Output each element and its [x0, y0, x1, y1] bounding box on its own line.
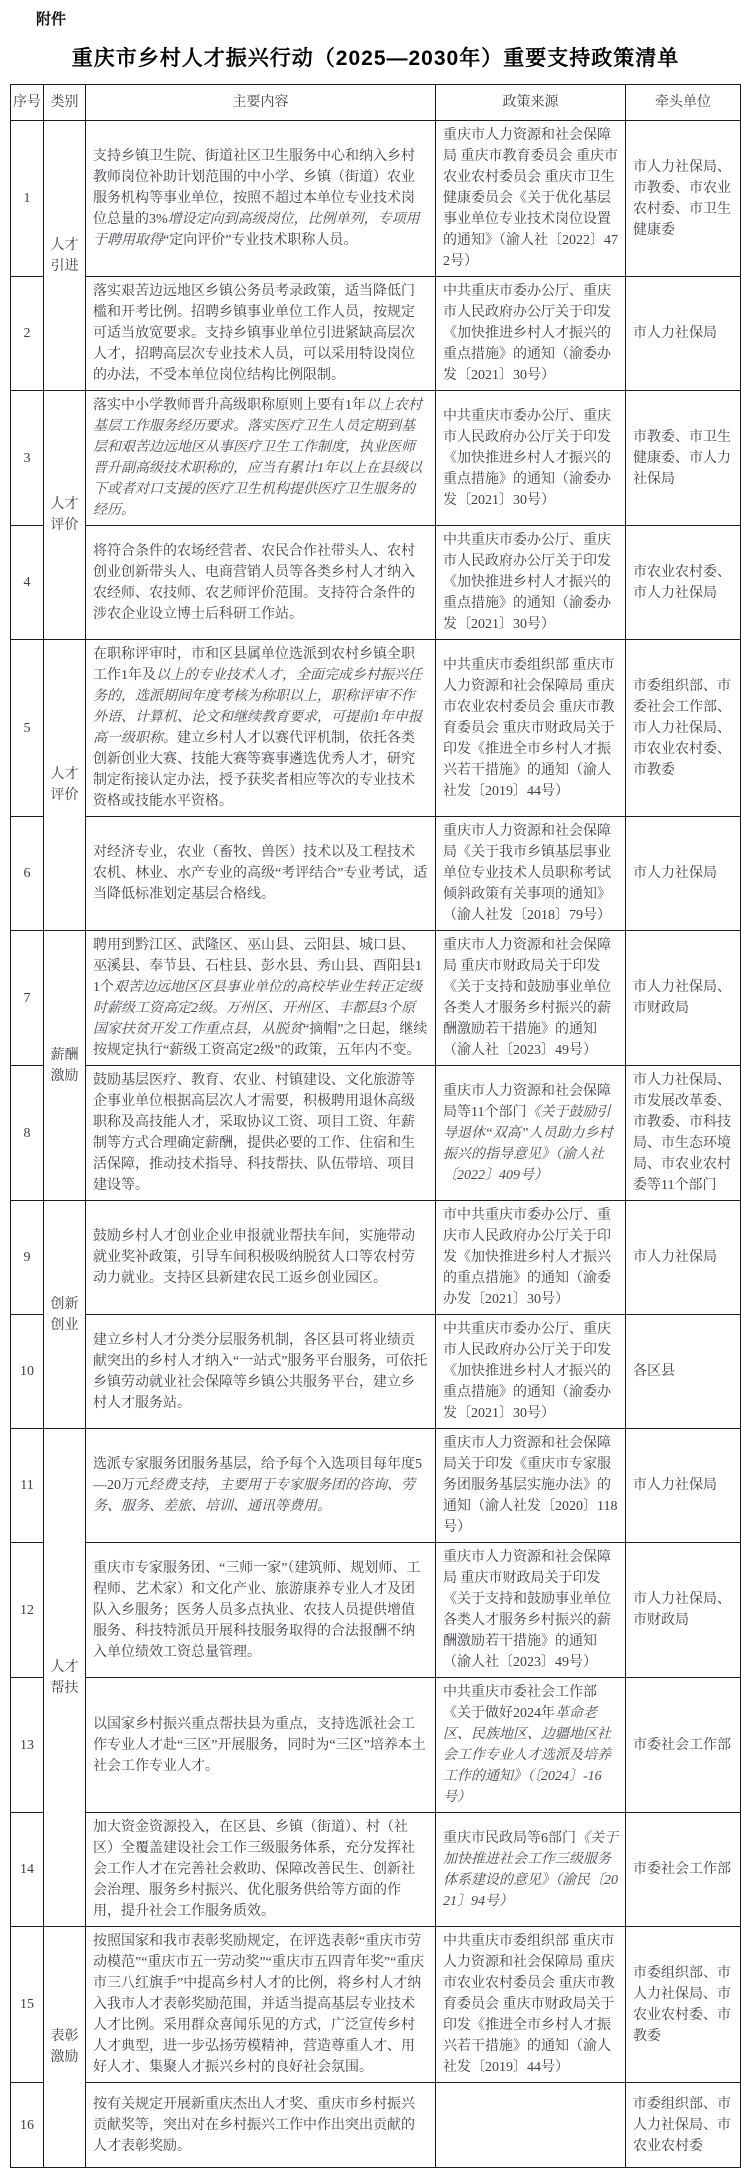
lead-unit-cell: 市人力社保局、市教委、市农业农村委、市卫生健康委 — [626, 121, 741, 277]
body-text: 鼓励基层医疗、教育、农业、村镇建设、文化旅游等企事业单位根据高层次人才需要，积极聘用退休高级职称及高技能人才，采取协议工资、项目工资、年薪制等方式合理确定薪酬，提供必要的工作、住宿和生活保障，推动技术指导、科技帮扶、队伍带培、项目建设等。 — [93, 1073, 415, 1194]
body-text: 中共重庆市委社会工作部《关于做好2024年 — [443, 1685, 597, 1722]
row-number: 12 — [11, 1543, 44, 1678]
lead-unit-cell: 市人力社保局、市财政局 — [626, 931, 741, 1066]
category-cell: 创新创业 — [44, 1201, 86, 1429]
column-header: 主要内容 — [86, 85, 436, 121]
body-text: 重庆市人力资源和社会保障局 重庆市教育委员会 重庆市农业农村委员会 重庆市卫生健康委员会《关于优化基层事业单位专业技术岗位设置的通知》（渝人社〔2022〕472号） — [443, 128, 618, 270]
main-content-cell — [86, 526, 436, 640]
table-row — [11, 2083, 741, 2168]
row-number: 16 — [11, 2083, 44, 2168]
policy-source-cell — [436, 1315, 626, 1429]
policy-source-cell — [436, 640, 626, 817]
table-row — [11, 931, 741, 1066]
table-row — [11, 1066, 741, 1201]
table-row — [11, 391, 741, 526]
body-text: 加大资金资源投入，在区县、乡镇（街道）、村（社区）全覆盖建设社会工作三级服务体系，充分发挥社会工作人才在完善社会救助、保障改善民生、创新社会治理、服务乡村振兴、优化服务供给等方面的作用，提升社会工作服务质效。 — [93, 1820, 415, 1920]
row-number: 1 — [11, 121, 44, 277]
lead-unit-cell: 市人力社保局 — [626, 277, 741, 391]
lead-unit-cell: 市教委、市卫生健康委、市人力社保局 — [626, 391, 741, 526]
body-text: 按有关规定开展新重庆杰出人才奖、重庆市乡村振兴贡献奖等，突出对在乡村振兴工作中作出突出贡献的人才表彰奖励。 — [93, 2096, 415, 2154]
category-cell: 人才评价 — [44, 391, 86, 640]
body-text: 中共重庆市委办公厅、重庆市人民政府办公厅关于印发《加快推进乡村人才振兴的重点措施》的通知（渝委办发〔2021〕30号） — [443, 1322, 611, 1422]
main-content-cell — [86, 931, 436, 1066]
policy-source-cell — [436, 1813, 626, 1927]
policy-source-cell — [436, 1678, 626, 1813]
main-content-cell — [86, 1813, 436, 1927]
body-text: 选派专家服务团服务基层，给予每个入选项目每年度5—20万元 — [93, 1457, 422, 1494]
lead-unit-cell: 市委组织部、市人力社保局、市农业农村委、市教委 — [626, 1927, 741, 2083]
table-row — [11, 817, 741, 931]
main-content-cell — [86, 640, 436, 817]
body-text: 重庆市人力资源和社会保障局《关于我市乡镇基层事业单位专业技术人员职称考试倾斜政策有关事项的通知》（渝人社发〔2018〕79号） — [443, 824, 611, 924]
lead-unit-cell: 市人力社保局 — [626, 1429, 741, 1543]
body-text: 中共重庆市委组织部 重庆市人力资源和社会保障局 重庆市农业农村委员会 重庆市教育委员会 重庆市财政局关于印发《推进全市乡村人才振兴若干措施》的通知（渝人社发〔2019〕44号） — [443, 657, 615, 799]
table-row — [11, 277, 741, 391]
body-text: 落实中小学教师晋升高级职称原则上要有1年 — [93, 398, 366, 414]
table-row — [11, 1678, 741, 1813]
body-text: 按照国家和我市表彰奖励规定，在评选表彰“重庆市劳动模范”“重庆市五一劳动奖”“重庆市五四青年奖”“重庆市三八红旗手”中提高乡村人才的比例，将乡村人才纳入我市人才表彰奖励范围，并适当提高基层专业技术人才比例。采用群众喜闻乐见的方式，广泛宣传乡村人才典型，进一步弘扬劳模精神，营造尊重人才、用好人才、集聚人才振兴乡村的良好社会氛围。 — [93, 1934, 425, 2076]
row-number: 6 — [11, 817, 44, 931]
emphasis-text: 以上农村基层工作服务经历要求。落实医疗卫生人员定期到基层和艰苦边远地区从事医疗卫生工作制度，执业医师晋升副高级技术职称的，应当有累计1年以上在县级以下或者对口支援的医疗卫生机构提供医疗卫生服务的经历。 — [93, 398, 422, 519]
lead-unit-cell: 市农业农村委、市人力社保局 — [626, 526, 741, 640]
table-row — [11, 1813, 741, 1927]
main-content-cell — [86, 121, 436, 277]
policy-source-cell — [436, 391, 626, 526]
policy-table-body — [11, 121, 741, 2168]
body-text: 建立乡村人才以赛代评机制，依托各类创新创业大赛、技能大赛等赛事遴选优秀人才，研究制定衔接认定办法，授予获奖者相应等次的专业技术资格或技能水平资格。 — [93, 731, 415, 810]
main-content-cell — [86, 1201, 436, 1315]
table-row — [11, 1927, 741, 2083]
body-text: 中共重庆市委组织部 重庆市人力资源和社会保障局 重庆市农业农村委员会 重庆市教育委员会 重庆市财政局关于印发《推进全市乡村人才振兴若干措施》的通知（渝人社发〔2019〕44号） — [443, 1934, 615, 2076]
main-content-cell — [86, 817, 436, 931]
lead-unit-cell: 市人力社保局 — [626, 1201, 741, 1315]
table-row — [11, 640, 741, 817]
row-number: 4 — [11, 526, 44, 640]
table-row — [11, 121, 741, 277]
emphasis-text: 《关于鼓励引导退休“双高”人员助力乡村振兴的指导意见》（渝人社〔2022〕409号） — [443, 1104, 613, 1183]
main-content-cell — [86, 1315, 436, 1429]
body-text: 中共重庆市委办公厅、重庆市人民政府办公厅关于印发《加快推进乡村人才振兴的重点措施》的通知（渝委办发〔2021〕30号） — [443, 284, 611, 384]
policy-source-cell — [436, 817, 626, 931]
main-content-cell — [86, 1927, 436, 2083]
category-cell: 表彰激励 — [44, 1927, 86, 2168]
body-text: 重庆市人力资源和社会保障局 重庆市财政局关于印发《关于支持和鼓励事业单位各类人才服务乡村振兴的薪酬激励若干措施》的通知（渝人社〔2023〕49号） — [443, 1550, 611, 1671]
category-cell: 人才评价 — [44, 640, 86, 931]
body-text: 聘用到黔江区、武隆区、巫山县、云阳县、城口县、巫溪县、奉节县、石柱县、彭水县、秀山县、酉阳县11个 — [93, 938, 422, 996]
lead-unit-cell: 市人力社保局、市发展改革委、市教委、市科技局、市生态环境局、市农业农村委等11个部门 — [626, 1066, 741, 1201]
row-number: 2 — [11, 277, 44, 391]
body-text: 支持乡镇卫生院、街道社区卫生服务中心和纳入乡村教师岗位补助计划范围的中小学、乡镇（街道）农业服务机构等事业单位，按照不超过本单位专业技术岗位总量的3% — [93, 149, 415, 228]
table-header — [11, 85, 741, 121]
policy-source-cell — [436, 1429, 626, 1543]
emphasis-text: 革命老区、民族地区、边疆地区社会工作专业人才选派及培养工作的通知》（〔2024〕-16号） — [443, 1706, 611, 1806]
row-number: 9 — [11, 1201, 44, 1315]
body-text: 对经济专业，农业（畜牧、兽医）技术以及工程技术农机、林业、水产专业的高级“考评结合”专业考试，适当降低标准划定基层合格线。 — [93, 845, 428, 903]
lead-unit-cell: 市委社会工作部 — [626, 1678, 741, 1813]
category-cell: 薪酬激励 — [44, 931, 86, 1201]
row-number: 7 — [11, 931, 44, 1066]
body-text: “定向评价”专业技术职称人员。 — [163, 233, 358, 249]
emphasis-text: 《关于加快推进社会工作三级服务体系建设的意见》（渝民〔2021〕94号） — [443, 1830, 618, 1909]
body-text: 重庆市民政局等6部门 — [443, 1830, 576, 1846]
main-content-cell — [86, 1066, 436, 1201]
body-text: “摘帽”之日起，继续按规定执行“薪级工资高定2级”的政策，五年内不变。 — [93, 1022, 428, 1059]
body-text: 市中共重庆市委办公厅、重庆市人民政府办公厅关于印发《加快推进乡村人才振兴的重点措施》的通知（渝委办发〔2021〕30号） — [443, 1208, 611, 1308]
body-text: 将符合条件的农场经营者、农民合作社带头人、农村创业创新带头人、电商营销人员等各类乡村人才纳入农经师、农技师、农艺师评价范围。支持符合条件的涉农企业设立博士后科研工作站。 — [93, 543, 415, 622]
emphasis-text: 以上的专业技术人才，全面完成乡村振兴任务的，选派期间年度考核为称职以上，职称评审不作外语、计算机、论文和继续教育要求，可提前1年申报高一级职称。 — [93, 668, 422, 747]
table-row — [11, 1429, 741, 1543]
row-number: 10 — [11, 1315, 44, 1429]
lead-unit-cell: 市委社会工作部 — [626, 1813, 741, 1927]
row-number: 11 — [11, 1429, 44, 1543]
attachment-label: 附件 — [36, 11, 67, 28]
main-content-cell — [86, 391, 436, 526]
table-row — [11, 526, 741, 640]
lead-unit-cell: 市委组织部、市人力社保局、市农业农村委 — [626, 2083, 741, 2168]
row-number: 14 — [11, 1813, 44, 1927]
page-title: 重庆市乡村人才振兴行动（2025—2030年）重要支持政策清单 — [71, 47, 680, 70]
policy-source-cell — [436, 526, 626, 640]
body-text: 中共重庆市委办公厅、重庆市人民政府办公厅关于印发《加快推进乡村人才振兴的重点措施》的通知（渝委办发〔2021〕30号） — [443, 533, 611, 633]
lead-unit-cell: 各区县 — [626, 1315, 741, 1429]
row-number: 3 — [11, 391, 44, 526]
row-number: 5 — [11, 640, 44, 817]
policy-source-cell — [436, 1543, 626, 1678]
row-number: 13 — [11, 1678, 44, 1813]
emphasis-text: 增设定向到高级岗位，比例单列，专项用于聘用取得 — [93, 212, 420, 249]
main-content-cell — [86, 1429, 436, 1543]
column-header: 政策来源 — [436, 85, 626, 121]
policy-source-cell — [436, 121, 626, 277]
table-row — [11, 1201, 741, 1315]
body-text: 以国家乡村振兴重点帮扶县为重点，支持选派社会工作专业人才赴“三区”开展服务，同时为“三区”培养本土社会工作专业人才。 — [93, 1716, 426, 1774]
body-text: 建立乡村人才分类分层服务机制，各区县可将业绩贡献突出的乡村人才纳入“一站式”服务平台服务，可依托乡镇劳动就业社会保障等乡镇公共服务平台，建立乡村人才服务站。 — [93, 1332, 428, 1411]
emphasis-text: 经费支持，主要用于专家服务团的咨询、劳务、服务、差旅、培训、通讯等费用。 — [93, 1478, 415, 1515]
policy-source-cell — [436, 1927, 626, 2083]
row-number: 15 — [11, 1927, 44, 2083]
column-header: 类别 — [44, 85, 86, 121]
column-header: 牵头单位 — [626, 85, 741, 121]
lead-unit-cell: 市委组织部、市委社会工作部、市人力社保局、市农业农村委、市教委 — [626, 640, 741, 817]
category-cell: 人才帮扶 — [44, 1429, 86, 1927]
body-text: 重庆市人力资源和社会保障局 重庆市财政局关于印发《关于支持和鼓励事业单位各类人才服务乡村振兴的薪酬激励若干措施》的通知（渝人社〔2023〕49号） — [443, 938, 611, 1059]
body-text: 重庆市人力资源和社会保障局等11个部门 — [443, 1083, 611, 1120]
policy-source-cell — [436, 277, 626, 391]
row-number: 8 — [11, 1066, 44, 1201]
column-header: 序号 — [11, 85, 44, 121]
body-text: 在职称评审时，市和区县属单位选派到农村乡镇全职工作1年及 — [93, 647, 415, 684]
main-content-cell — [86, 277, 436, 391]
emphasis-text: 艰苦边远地区区县事业单位的高校毕业生转正定级时薪级工资高定2级。万州区、开州区、丰都县3个原国家扶贫开发工作重点县，从脱贫 — [93, 980, 422, 1038]
table-row — [11, 1543, 741, 1678]
policy-table — [10, 84, 741, 2168]
body-text: 重庆市专家服务团、“三师一家”（建筑师、规划师、工程师、艺术家）和文化产业、旅游康养专业人才及团队入乡服务；医务人员多点执业、农技人员提供增值服务、科技特派员开展科技服务取得的合法报酬不纳入单位绩效工资总量管理。 — [93, 1560, 421, 1660]
policy-source-cell — [436, 1201, 626, 1315]
body-text: 重庆市人力资源和社会保障局关于印发《重庆市专家服务团服务基层实施办法》的通知（渝人社发〔2020〕118号） — [443, 1436, 618, 1536]
lead-unit-cell: 市人力社保局 — [626, 817, 741, 931]
lead-unit-cell: 市人力社保局、市财政局 — [626, 1543, 741, 1678]
policy-source-cell — [436, 1066, 626, 1201]
body-text: 中共重庆市委办公厅、重庆市人民政府办公厅关于印发《加快推进乡村人才振兴的重点措施》的通知（渝委办发〔2021〕30号） — [443, 408, 611, 508]
body-text: 鼓励乡村人才创业企业申报就业帮扶车间，实施带动就业奖补政策，引导车间积极吸纳脱贫人口等农村劳动力就业。支持区县新建农民工返乡创业园区。 — [93, 1229, 415, 1287]
policy-source-cell — [436, 931, 626, 1066]
table-row — [11, 1315, 741, 1429]
main-content-cell — [86, 1543, 436, 1678]
body-text: 落实艰苦边远地区乡镇公务员考录政策，适当降低门槛和开考比例。招聘乡镇事业单位工作人员，按规定可适当放宽要求。支持乡镇事业单位引进紧缺高层次人才，招聘高层次专业技术人员，可以采用特设岗位的办法，不受本单位岗位结构比例限制。 — [93, 284, 415, 384]
category-cell: 人才引进 — [44, 121, 86, 391]
main-content-cell — [86, 2083, 436, 2168]
main-content-cell — [86, 1678, 436, 1813]
header-row — [11, 85, 741, 121]
policy-source-cell — [436, 2083, 626, 2168]
